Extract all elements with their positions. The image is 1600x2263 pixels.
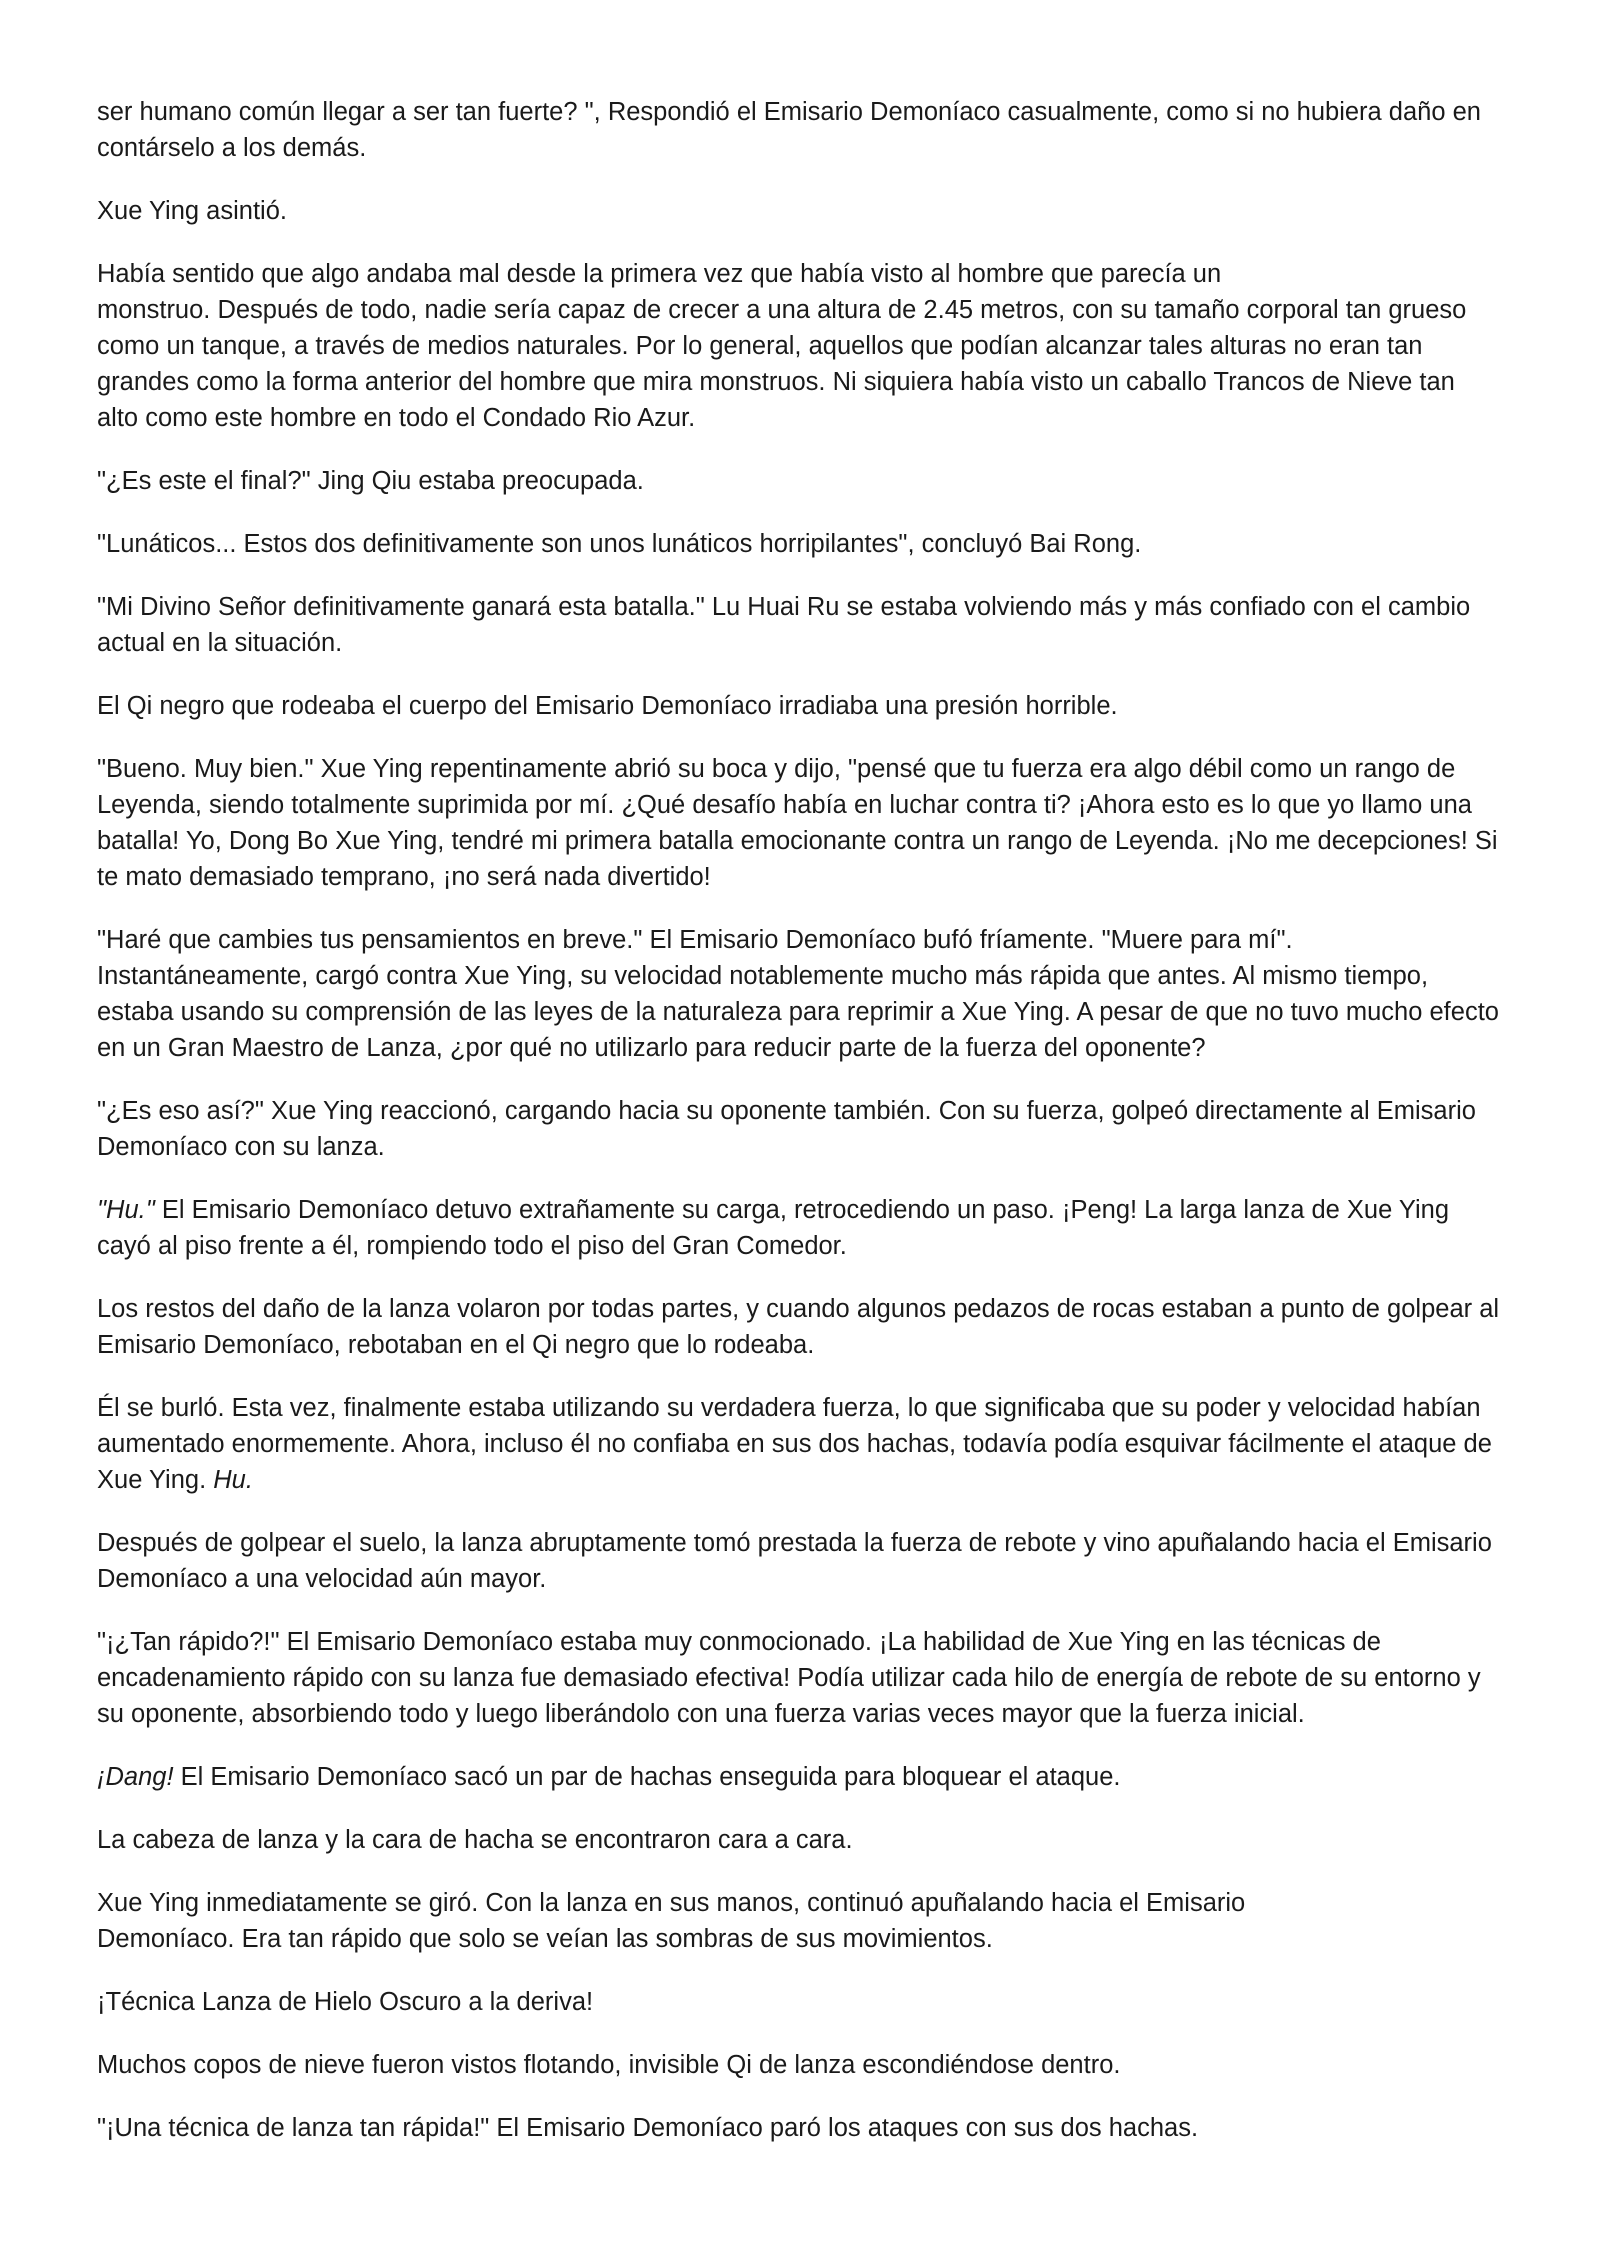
paragraph-text: Los restos del daño de la lanza volaron por todas partes, y cuando algunos pedazos de rocas estaban a punto de golpear al Emisario Demoníaco, rebotaban en el Qi negro que lo rodeaba.: [97, 1295, 1500, 1359]
paragraph-text: La cabeza de lanza y la cara de hacha se encontraron cara a cara.: [97, 1826, 853, 1854]
paragraph: [97, 1822, 1500, 1858]
paragraph-text: Muchos copos de nieve fueron vistos flotando, invisible Qi de lanza escondiéndose dentro.: [97, 2051, 1121, 2079]
paragraph-text: ¡Técnica Lanza de Hielo Oscuro a la deriva!: [97, 1988, 594, 2016]
paragraph-text: "¿Es este el final?" Jing Qiu estaba preocupada.: [97, 467, 644, 495]
paragraph-line: "Haré que cambies tus pensamientos en breve." El Emisario Demoníaco bufó fríamente. "Muere para mí".: [97, 926, 1293, 954]
paragraph: [97, 256, 1500, 436]
paragraph-text: Él se burló. Esta vez, finalmente estaba utilizando su verdadera fuerza, lo que significaba que su poder y velocidad habían aumentado enormemente. Ahora, incluso él no confiaba en sus dos hachas, todavía podía esquivar fácilmente el ataque de Xue Ying.: [97, 1394, 1492, 1494]
paragraph: [97, 2110, 1500, 2146]
paragraph: [97, 1525, 1500, 1597]
paragraph: [97, 1390, 1500, 1498]
paragraph: [97, 751, 1500, 895]
italic-text: Hu.: [213, 1466, 253, 1494]
paragraph: [97, 1093, 1500, 1165]
paragraph-text: ser humano común llegar a ser tan fuerte? ", Respondió el Emisario Demoníaco casualmente, como si no hubiera daño en contárselo a los demás.: [97, 98, 1481, 162]
paragraph: [97, 193, 1500, 229]
paragraph-line: Demoníaco. Era tan rápido que solo se veían las sombras de sus movimientos.: [97, 1925, 993, 1953]
paragraph-text: Después de golpear el suelo, la lanza abruptamente tomó prestada la fuerza de rebote y vino apuñalando hacia el Emisario Demoníaco a una velocidad aún mayor.: [97, 1529, 1492, 1593]
paragraph-line: monstruo. Después de todo, nadie sería capaz de crecer a una altura de 2.45 metros, con su tamaño corporal tan grueso como un tanque, a través de medios naturales. Por lo general, aquellos que podían alcanzar tales alturas no eran tan grandes como la forma anterior del hombre que mira monstruos. Ni siquiera había visto un caballo Trancos de Nieve tan alto como este hombre en todo el Condado Rio Azur.: [97, 296, 1467, 432]
paragraph: [97, 2047, 1500, 2083]
paragraph-text: "¡¿Tan rápido?!" El Emisario Demoníaco estaba muy conmocionado. ¡La habilidad de Xue Ying en las técnicas de encadenamiento rápido con su lanza fue demasiado efectiva! Podía utilizar cada hilo de energía de rebote de su entorno y su oponente, absorbiendo todo y luego liberándolo con una fuerza varias veces mayor que la fuerza inicial.: [97, 1628, 1481, 1728]
paragraph-text: El Emisario Demoníaco sacó un par de hachas enseguida para bloquear el ataque.: [173, 1763, 1121, 1791]
paragraph-text: Xue Ying asintió.: [97, 197, 287, 225]
paragraph: [97, 1624, 1500, 1732]
paragraph: [97, 688, 1500, 724]
paragraph: [97, 526, 1500, 562]
paragraph: [97, 1291, 1500, 1363]
paragraph-text: "Lunáticos... Estos dos definitivamente son unos lunáticos horripilantes", concluyó Bai Rong.: [97, 530, 1142, 558]
paragraph: [97, 922, 1500, 1066]
paragraph-text: "Bueno. Muy bien." Xue Ying repentinamente abrió su boca y dijo, "pensé que tu fuerza era algo débil como un rango de Leyenda, siendo totalmente suprimida por mí. ¿Qué desafío había en luchar contra ti? ¡Ahora esto es lo que yo llamo una batalla! Yo, Dong Bo Xue Ying, tendré mi primera batalla emocionante contra un rango de Leyenda. ¡No me decepciones! Si te mato demasiado temprano, ¡no será nada divertido!: [97, 755, 1498, 891]
paragraph-text: El Emisario Demoníaco detuvo extrañamente su carga, retrocediendo un paso. ¡Peng! La larga lanza de Xue Ying cayó al piso frente a él, rompiendo todo el piso del Gran Comedor.: [97, 1196, 1449, 1260]
italic-text: ¡Dang!: [97, 1763, 174, 1791]
paragraph: [97, 589, 1500, 661]
paragraph-text: "¡Una técnica de lanza tan rápida!" El Emisario Demoníaco paró los ataques con sus dos hachas.: [97, 2114, 1199, 2142]
paragraph-text: "¿Es eso así?" Xue Ying reaccionó, cargando hacia su oponente también. Con su fuerza, golpeó directamente al Emisario Demoníaco con su lanza.: [97, 1097, 1476, 1161]
paragraph-text: El Qi negro que rodeaba el cuerpo del Emisario Demoníaco irradiaba una presión horrible.: [97, 692, 1118, 720]
paragraph-line: Había sentido que algo andaba mal desde la primera vez que había visto al hombre que parecía un: [97, 260, 1222, 288]
paragraph: [97, 1759, 1500, 1795]
paragraph-line: Xue Ying inmediatamente se giró. Con la lanza en sus manos, continuó apuñalando hacia el Emisario: [97, 1889, 1246, 1917]
paragraph: [97, 1984, 1500, 2020]
paragraph-line: Instantáneamente, cargó contra Xue Ying, su velocidad notablemente mucho más rápida que antes. Al mismo tiempo, estaba usando su comprensión de las leyes de la naturaleza para reprimir a Xue Ying. A pesar de que no tuvo mucho efecto en un Gran Maestro de Lanza, ¿por qué no utilizarlo para reducir parte de la fuerza del oponente?: [97, 962, 1499, 1062]
paragraph: [97, 94, 1500, 166]
italic-text: "Hu.": [97, 1196, 155, 1224]
paragraph-text: "Mi Divino Señor definitivamente ganará esta batalla." Lu Huai Ru se estaba volviendo más y más confiado con el cambio actual en la situación.: [97, 593, 1471, 657]
paragraph: [97, 1192, 1500, 1264]
paragraph: [97, 1885, 1500, 1957]
paragraph: [97, 463, 1500, 499]
